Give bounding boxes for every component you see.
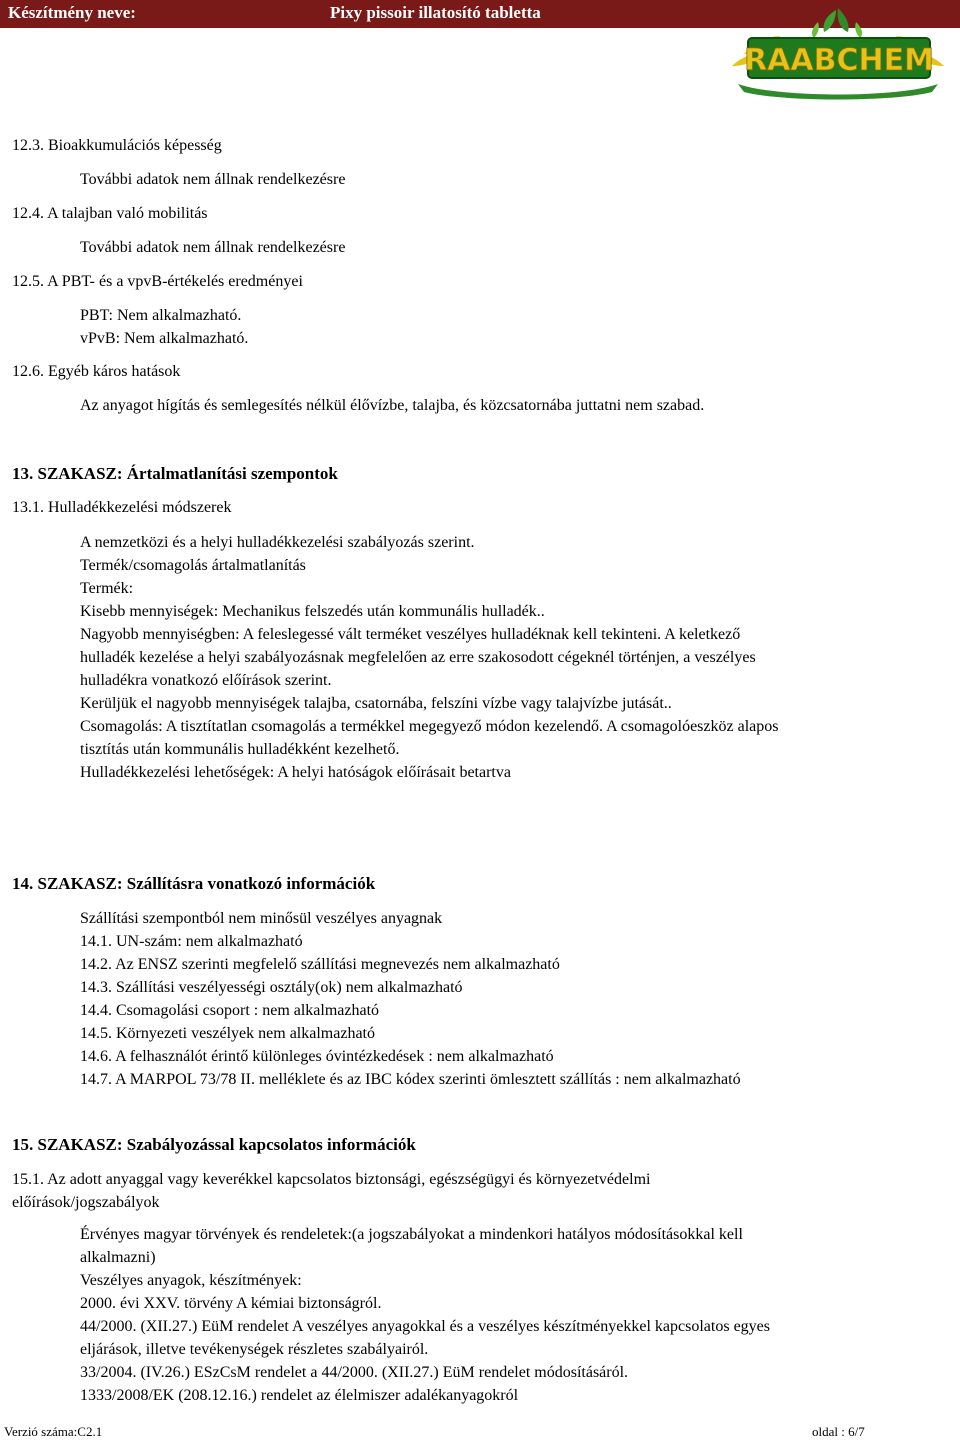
raabchem-logo — [718, 2, 958, 102]
section-14-line: 14.3. Szállítási veszélyességi osztály(ok) nem alkalmazható — [80, 979, 463, 996]
section-13-line: Nagyobb mennyiségben: A feleslegessé vált terméket veszélyes hulladéknak kell tekinteni. A keletkező — [80, 626, 741, 643]
section-14-line: 14.5. Környezeti veszélyek nem alkalmazható — [80, 1025, 375, 1042]
section-13-line: Termék: — [80, 580, 134, 597]
subsection-12-3-text: További adatok nem állnak rendelkezésre — [80, 171, 346, 188]
subsection-12-6-text: Az anyagot hígítás és semlegesítés nélkül élővízbe, talajba, és közcsatornába juttatni nem szabad. — [80, 397, 705, 414]
section-13-line: Kerüljük el nagyobb mennyiségek talajba, csatornába, felszíni vízbe vagy talajvízbe jutását.. — [80, 695, 672, 712]
section-13-line: Kisebb mennyiségek: Mechanikus felszedés után kommunális hulladék.. — [80, 603, 545, 620]
subsection-15-1-line: 15.1. Az adott anyaggal vagy keverékkel kapcsolatos biztonsági, egészségügyi és környezetvédelmi — [12, 1171, 651, 1188]
section-13-body — [80, 531, 778, 784]
section-14-line: 14.2. Az ENSZ szerinti megfelelő szállítási megnevezés nem alkalmazható — [80, 956, 560, 973]
section-15-line: Veszélyes anyagok, készítmények: — [80, 1272, 302, 1289]
ribbon-icon — [738, 84, 938, 100]
section-13-line: hulladék kezelése a helyi szabályozásnak megfelelően az erre szakosodott cégeknél történjen, a veszélyes — [80, 649, 756, 666]
section-15-line: alkalmazni) — [80, 1249, 156, 1266]
subsection-13-1-title: 13.1. Hulladékkezelési módszerek — [12, 499, 232, 516]
logo-text: RAABCHEM — [744, 43, 934, 78]
section-13-line: A nemzetközi és a helyi hulladékkezelési szabályozás szerint. — [80, 534, 475, 551]
section-15-body — [80, 1223, 770, 1407]
section-14-line: Szállítási szempontból nem minősül veszélyes anyagnak — [80, 910, 443, 927]
section-13-line: hulladékra vonatkozó előírások szerint. — [80, 672, 332, 689]
section-13-title: 13. SZAKASZ: Ártalmatlanítási szempontok — [12, 464, 338, 483]
page-number: oldal : 6/7 — [812, 1424, 865, 1439]
product-label: Készítmény neve: — [8, 3, 136, 22]
section-15-line: 2000. évi XXV. törvény A kémiai biztonságról. — [80, 1295, 382, 1312]
subsection-12-5-title: 12.5. A PBT- és a vpvB-értékelés eredményei — [12, 273, 303, 290]
section-15-line: Érvényes magyar törvények és rendeletek:(a jogszabályokat a mindenkori hatályos módosításokkal kell — [80, 1226, 743, 1243]
subsection-15-1-title — [12, 1168, 650, 1214]
section-15-title: 15. SZAKASZ: Szabályozással kapcsolatos információk — [12, 1135, 416, 1154]
section-14-title: 14. SZAKASZ: Szállításra vonatkozó információk — [12, 874, 376, 893]
subsection-12-6-title: 12.6. Egyéb káros hatások — [12, 363, 181, 380]
section-13-line: Csomagolás: A tisztítatlan csomagolás a termékkel megegyező módon kezelendő. A csomagolóeszköz alapos — [80, 718, 779, 735]
section-15-line: 1333/2008/EK (208.12.16.) rendelet az élelmiszer adalékanyagokról — [80, 1387, 519, 1404]
section-13-line: tisztítás után kommunális hulladékként kezelhető. — [80, 741, 400, 758]
product-name: Pixy pissoir illatosító tabletta — [330, 3, 541, 22]
subsection-12-4-title: 12.4. A talajban való mobilitás — [12, 205, 208, 222]
subsection-12-3-title: 12.3. Bioakkumulációs képesség — [12, 137, 222, 154]
section-15-line: eljárások, illetve tevékenységek részletes szabályairól. — [80, 1341, 429, 1358]
section-13-line: Termék/csomagolás ártalmatlanítás — [80, 557, 306, 574]
version-number: Verzió száma:C2.1 — [4, 1424, 103, 1439]
subsection-12-4-text: További adatok nem állnak rendelkezésre — [80, 239, 346, 256]
vpvb-value: vPvB: Nem alkalmazható. — [80, 330, 249, 347]
subsection-15-1-line: előírások/jogszabályok — [12, 1194, 160, 1211]
pbt-value: PBT: Nem alkalmazható. — [80, 307, 242, 324]
section-13-line: Hulladékkezelési lehetőségek: A helyi hatóságok előírásait betartva — [80, 764, 511, 781]
section-14-line: 14.7. A MARPOL 73/78 II. melléklete és az IBC kódex szerinti ömlesztett szállítás : nem alkalmazható — [80, 1071, 741, 1088]
section-14-line: 14.6. A felhasználót érintő különleges óvintézkedések : nem alkalmazható — [80, 1048, 554, 1065]
section-14-line: 14.4. Csomagolási csoport : nem alkalmazható — [80, 1002, 380, 1019]
section-14-line: 14.1. UN-szám: nem alkalmazható — [80, 933, 303, 950]
section-15-line: 33/2004. (IV.26.) ESzCsM rendelet a 44/2000. (XII.27.) EüM rendelet módosításáról. — [80, 1364, 629, 1381]
section-14-body — [80, 907, 741, 1091]
leaf-icon — [812, 8, 862, 38]
section-15-line: 44/2000. (XII.27.) EüM rendelet A veszélyes anyagokkal és a veszélyes készítményekkel kapcsolatos egyes — [80, 1318, 771, 1335]
